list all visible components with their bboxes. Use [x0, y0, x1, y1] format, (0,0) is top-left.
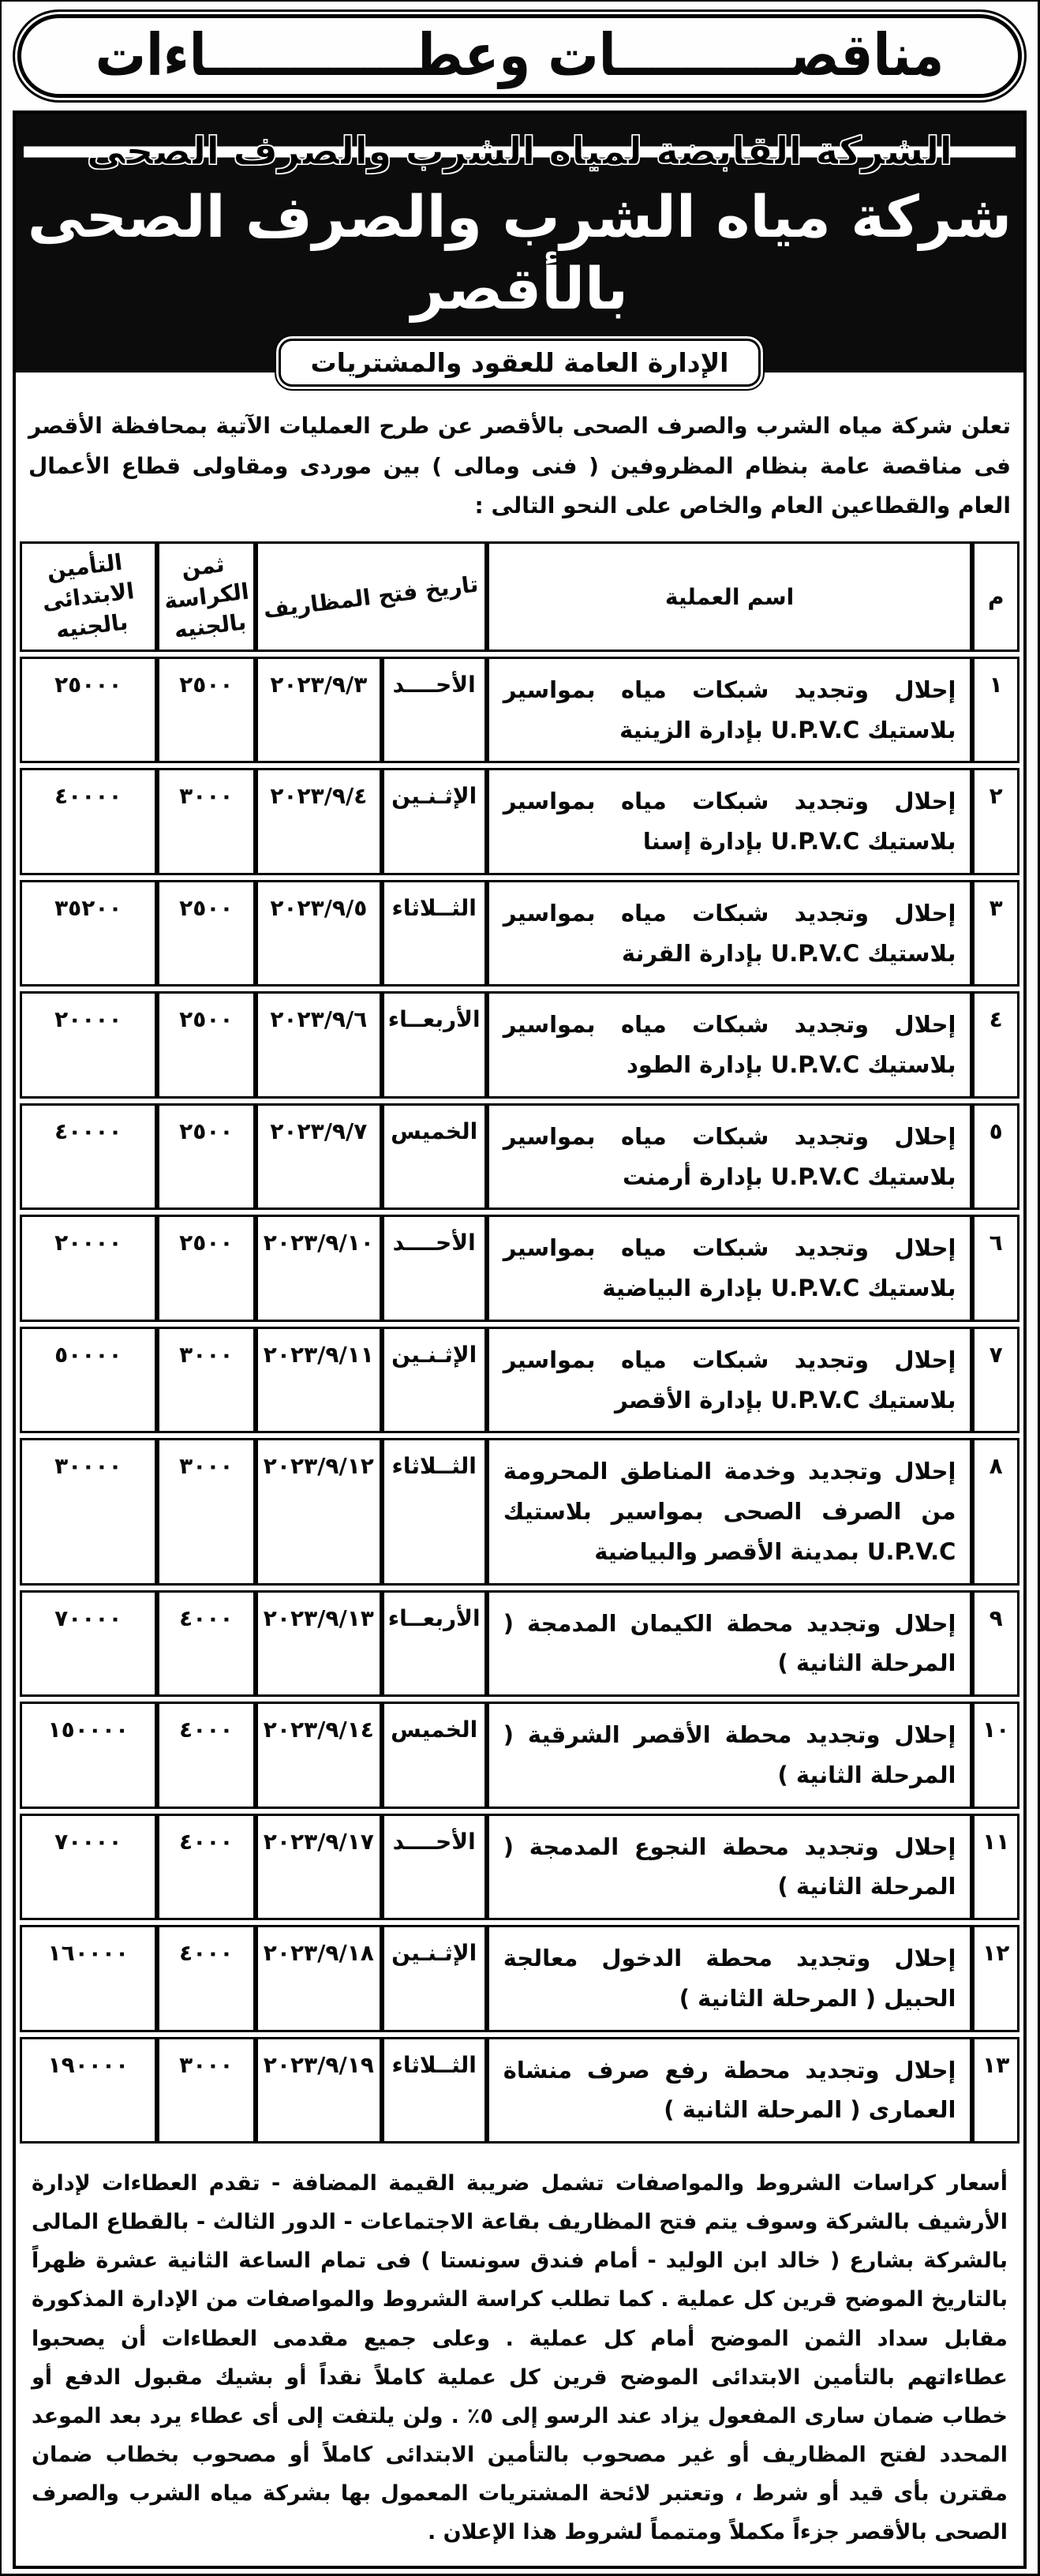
company-title: شركة مياه الشرب والصرف الصحى بالأقصر [27, 183, 1012, 323]
row-number-cell: ٢ [972, 768, 1019, 875]
open-date-cell: ٢٠٢٣/٩/١٢ [256, 1438, 382, 1585]
booklet-price-cell: ٤٠٠٠ [157, 1590, 256, 1698]
open-date-cell: ٢٠٢٣/٩/١٠ [256, 1215, 382, 1322]
col-header-booklet-price: ثمن الكراسة بالجنيه [157, 541, 256, 651]
row-number-cell: ١٠ [972, 1702, 1019, 1809]
initial-deposit-cell: ١٥٠٠٠٠ [20, 1702, 157, 1809]
initial-deposit-cell: ٣٥٢٠٠ [20, 880, 157, 987]
operation-name-cell: إحلال وتجديد شبكات مياه بمواسير بلاستيك U.P.V.C بإدارة الطود [487, 991, 973, 1099]
row-number-cell: ٦ [972, 1215, 1019, 1322]
col-header-operation-name: اسم العملية [487, 541, 973, 651]
row-number-cell: ٤ [972, 991, 1019, 1099]
open-date-cell: ٢٠٢٣/٩/١٤ [256, 1702, 382, 1809]
table-row [20, 1103, 1019, 1211]
open-day-cell: الأربعــاء [382, 1590, 487, 1698]
booklet-price-cell: ٤٠٠٠ [157, 1814, 256, 1921]
open-date-cell: ٢٠٢٣/٩/٦ [256, 991, 382, 1099]
tenders-table [20, 537, 1019, 2148]
initial-deposit-cell: ٣٠٠٠٠ [20, 1438, 157, 1585]
row-number-cell: ٥ [972, 1103, 1019, 1211]
initial-deposit-cell: ٤٠٠٠٠ [20, 1103, 157, 1211]
initial-deposit-cell: ٢٠٠٠٠ [20, 1215, 157, 1322]
table-row [20, 768, 1019, 875]
operation-name-cell: إحلال وتجديد محطة الأقصر الشرقية ( المرحلة الثانية ) [487, 1702, 973, 1809]
open-date-cell: ٢٠٢٣/٩/٤ [256, 768, 382, 875]
department-badge [275, 335, 765, 391]
operation-name-cell: إحلال وتجديد محطة الكيمان المدمجة ( المرحلة الثانية ) [487, 1590, 973, 1698]
table-row [20, 1702, 1019, 1809]
initial-deposit-cell: ٢٠٠٠٠ [20, 991, 157, 1099]
open-date-cell: ٢٠٢٣/٩/١٩ [256, 2037, 382, 2144]
open-day-cell: الإثـنـين [382, 1327, 487, 1434]
open-date-cell: ٢٠٢٣/٩/١٨ [256, 1925, 382, 2032]
booklet-price-cell: ٢٥٠٠ [157, 1103, 256, 1211]
booklet-price-cell: ٢٥٠٠ [157, 657, 256, 764]
booklet-price-cell: ٣٠٠٠ [157, 2037, 256, 2144]
booklet-price-cell: ٣٠٠٠ [157, 1438, 256, 1585]
operation-name-cell: إحلال وتجديد شبكات مياه بمواسير بلاستيك U.P.V.C بإدارة الأقصر [487, 1327, 973, 1434]
terms-paragraph: أسعار كراسات الشروط والمواصفات تشمل ضريبة القيمة المضافة - تقدم العطاءات لإدارة الأرشيف بالشركة وسوف يتم فتح المظاريف بقاعة الاجتماعات - الدور الثالث - بالقطاع المالى بالشركة بشارع ( خالد ابن الوليد - أمام فندق سونستا ) فى تمام الساعة الثانية عشرة ظهراً بالتاريخ الموضح قرين كل عملية . كما تطلب كراسة الشروط والمواصفات من الإدارة المذكورة مقابل سداد الثمن الموضح أمام كل عملية . وعلى جميع مقدمى العطاءات أن يصحبوا عطاءاتهم بالتأمين الابتدائى الموضح قرين كل عملية كاملاً نقداً أو بشيك مقبول الدفع أو خطاب ضمان سارى المفعول يزاد عند الرسو إلى ٥٪ . ولن يلتفت إلى أى عطاء يرد بعد الموعد المحدد لفتح المظاريف أو غير مصحوب بالتأمين الابتدائى كاملاً أو مصحوب بخطاب ضمان مقترن بأى قيد أو شرط ، وتعتبر لائحة المشتريات المعمول بها بشركة مياه الشرب والصرف الصحى بالأقصر جزءاً مكملاً ومتمماً لشروط هذا الإعلان . [32, 2171, 1008, 2545]
operation-name-cell: إحلال وتجديد محطة الدخول معالجة الحبيل ( المرحلة الثانية ) [487, 1925, 973, 2032]
table-row [20, 657, 1019, 764]
row-number-cell: ٧ [972, 1327, 1019, 1434]
header-row [20, 541, 1019, 651]
table-row [20, 1327, 1019, 1434]
table-row [20, 880, 1019, 987]
open-day-cell: الثــلاثاء [382, 2037, 487, 2144]
open-day-cell: الأحــــد [382, 1215, 487, 1322]
operation-name-cell: إحلال وتجديد شبكات مياه بمواسير بلاستيك U.P.V.C بإدارة إسنا [487, 768, 973, 875]
operation-name-cell: إحلال وتجديد شبكات مياه بمواسير بلاستيك U.P.V.C بإدارة أرمنت [487, 1103, 973, 1211]
open-date-cell: ٢٠٢٣/٩/٣ [256, 657, 382, 764]
initial-deposit-cell: ١٩٠٠٠٠ [20, 2037, 157, 2144]
table-row [20, 1215, 1019, 1322]
table-row [20, 2037, 1019, 2144]
company-header [16, 114, 1023, 373]
section-banner [13, 9, 1027, 103]
open-date-cell: ٢٠٢٣/٩/٧ [256, 1103, 382, 1211]
operation-name-cell: إحلال وتجديد وخدمة المناطق المحرومة من الصرف الصحى بمواسير بلاستيك U.P.V.C بمدينة الأقصر والبياضية [487, 1438, 973, 1585]
table-row [20, 1590, 1019, 1698]
open-date-cell: ٢٠٢٣/٩/١٣ [256, 1590, 382, 1698]
table-row [20, 1438, 1019, 1585]
initial-deposit-cell: ٧٠٠٠٠ [20, 1814, 157, 1921]
col-header-initial-deposit: التأمين الابتدائى بالجنيه [20, 541, 157, 651]
initial-deposit-cell: ٢٥٠٠٠ [20, 657, 157, 764]
row-number-cell: ١ [972, 657, 1019, 764]
holding-company-title: الشركة القابضة لمياه الشرب والصرف الصحى [24, 126, 1016, 177]
booklet-price-cell: ٢٥٠٠ [157, 1215, 256, 1322]
open-day-cell: الأحــــد [382, 1814, 487, 1921]
table-row [20, 1814, 1019, 1921]
booklet-price-cell: ٢٥٠٠ [157, 880, 256, 987]
initial-deposit-cell: ٤٠٠٠٠ [20, 768, 157, 875]
open-day-cell: الثــلاثاء [382, 1438, 487, 1585]
section-banner-title: مناقصــــــــــات وعطــــــــــــاءات [95, 22, 945, 90]
table-row [20, 991, 1019, 1099]
booklet-price-cell: ٤٠٠٠ [157, 1925, 256, 2032]
booklet-price-cell: ٢٥٠٠ [157, 991, 256, 1099]
row-number-cell: ١١ [972, 1814, 1019, 1921]
open-date-cell: ٢٠٢٣/٩/١١ [256, 1327, 382, 1434]
operation-name-cell: إحلال وتجديد شبكات مياه بمواسير بلاستيك U.P.V.C بإدارة البياضية [487, 1215, 973, 1322]
operation-name-cell: إحلال وتجديد شبكات مياه بمواسير بلاستيك U.P.V.C بإدارة الزينية [487, 657, 973, 764]
row-number-cell: ٩ [972, 1590, 1019, 1698]
tenders-table-body [20, 657, 1019, 2144]
row-number-cell: ١٣ [972, 2037, 1019, 2144]
department-badge-label: الإدارة العامة للعقود والمشتريات [310, 347, 729, 379]
table-row [20, 1925, 1019, 2032]
row-number-cell: ١٢ [972, 1925, 1019, 2032]
operation-name-cell: إحلال وتجديد محطة النجوع المدمجة ( المرحلة الثانية ) [487, 1814, 973, 1921]
booklet-price-cell: ٣٠٠٠ [157, 1327, 256, 1434]
initial-deposit-cell: ١٦٠٠٠٠ [20, 1925, 157, 2032]
operation-name-cell: إحلال وتجديد محطة رفع صرف منشاة العمارى ( المرحلة الثانية ) [487, 2037, 973, 2144]
open-day-cell: الثــلاثاء [382, 880, 487, 987]
open-day-cell: الإثـنـين [382, 1925, 487, 2032]
row-number-cell: ٨ [972, 1438, 1019, 1585]
announcement-intro: تعلن شركة مياه الشرب والصرف الصحى بالأقصر عن طرح العمليات الآتية بمحافظة الأقصر فى مناقصة عامة بنظام المظروفين ( فنى ومالى ) بين موردى ومقاولى قطاع الأعمال العام والقطاعين العام والخاص على النحو التالى : [28, 413, 1011, 519]
operation-name-cell: إحلال وتجديد شبكات مياه بمواسير بلاستيك U.P.V.C بإدارة القرنة [487, 880, 973, 987]
row-number-cell: ٣ [972, 880, 1019, 987]
open-day-cell: الأحــــد [382, 657, 487, 764]
col-header-open-date: تاريخ فتح المظاريف [256, 541, 487, 651]
col-header-number: م [972, 541, 1019, 651]
open-day-cell: الأربعــاء [382, 991, 487, 1099]
open-date-cell: ٢٠٢٣/٩/٥ [256, 880, 382, 987]
open-day-cell: الخميس [382, 1103, 487, 1211]
initial-deposit-cell: ٧٠٠٠٠ [20, 1590, 157, 1698]
announcement-box [13, 110, 1027, 2569]
initial-deposit-cell: ٥٠٠٠٠ [20, 1327, 157, 1434]
open-day-cell: الخميس [382, 1702, 487, 1809]
tenders-table-head [20, 541, 1019, 651]
booklet-price-cell: ٤٠٠٠ [157, 1702, 256, 1809]
booklet-price-cell: ٣٠٠٠ [157, 768, 256, 875]
open-date-cell: ٢٠٢٣/٩/١٧ [256, 1814, 382, 1921]
open-day-cell: الإثـنـين [382, 768, 487, 875]
